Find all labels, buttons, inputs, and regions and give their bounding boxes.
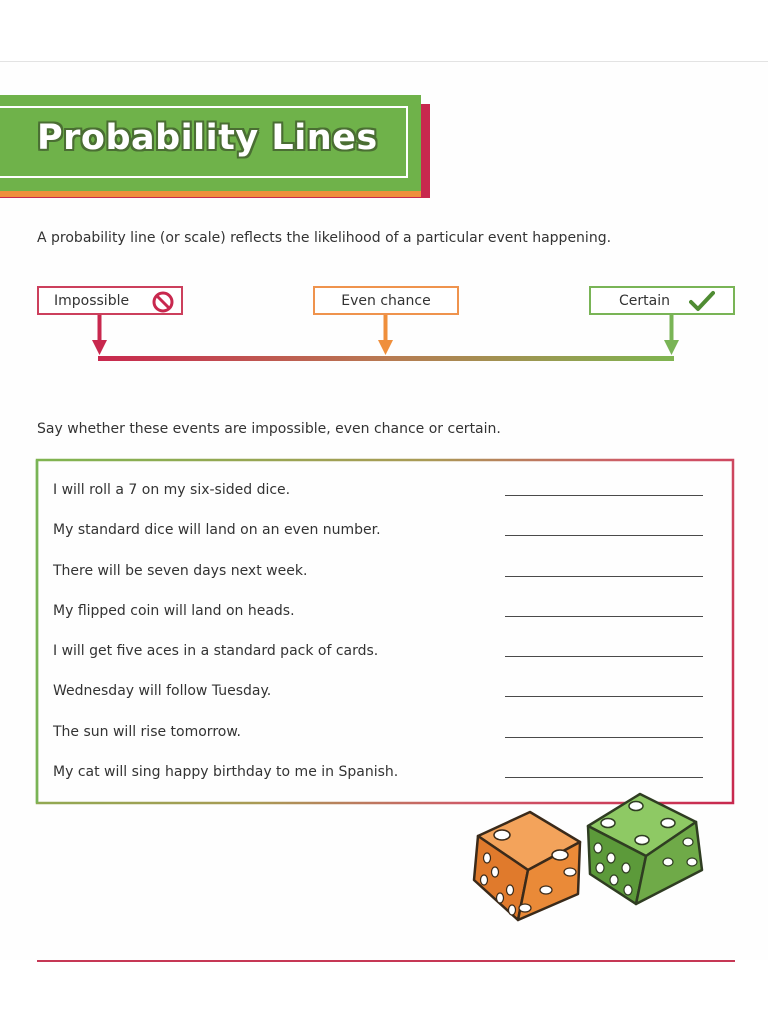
- question-4: My flipped coin will land on heads.: [53, 603, 295, 619]
- question-3: There will be seven days next week.: [53, 563, 308, 579]
- question-6: Wednesday will follow Tuesday.: [53, 683, 272, 699]
- question-7: The sun will rise tomorrow.: [53, 724, 241, 740]
- question-2: My standard dice will land on an even number.: [53, 522, 381, 538]
- intro-text: A probability line (or scale) reflects the likelihood of a particular event happening.: [37, 230, 612, 246]
- green-die: [588, 794, 702, 904]
- orange-die: [474, 812, 580, 920]
- impossible-label: Impossible: [54, 292, 130, 309]
- instruction-text: Say whether these events are impossible, even chance or certain.: [37, 421, 501, 437]
- question-8: My cat will sing happy birthday to me in Spanish.: [53, 764, 399, 780]
- bottom-divider: [37, 960, 735, 962]
- page-title: Probability Lines: [37, 118, 378, 158]
- question-5: I will get five aces in a standard pack of cards.: [53, 643, 379, 659]
- question-1: I will roll a 7 on my six-sided dice.: [53, 482, 291, 498]
- certain-label: Certain: [619, 292, 670, 309]
- even-chance-label: Even chance: [341, 292, 431, 309]
